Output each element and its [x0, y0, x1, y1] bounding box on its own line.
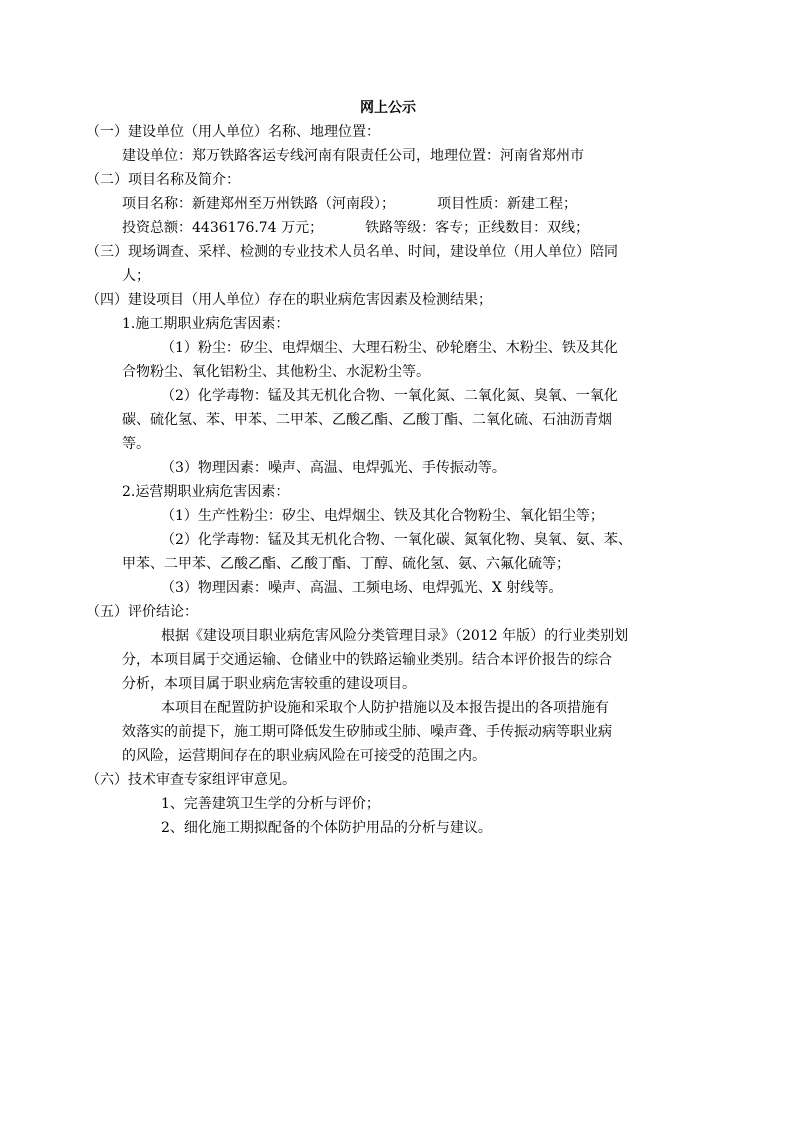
- construction-chemicals-a: （2）化学毒物：锰及其无机化合物、一氧化氮、二氧化氮、臭氧、一氧化: [161, 388, 618, 404]
- operation-chemicals-a: （2）化学毒物：锰及其无机化合物、一氧化碳、氮氧化物、臭氧、氨、苯、: [161, 532, 632, 548]
- construction-physical: （3）物理因素：噪声、高温、电焊弧光、手传振动等。: [161, 460, 506, 476]
- conclusion-p1-a: 根据《建设项目职业病危害风险分类管理目录》（2012 年版）的行业类别划: [161, 628, 629, 644]
- section-3-heading: （三）现场调查、采样、检测的专业技术人员名单、时间，建设单位（用人单位）陪同: [86, 244, 618, 260]
- conclusion-p2-c: 的风险，运营期间存在的职业病风险在可接受的范围之内。: [122, 748, 486, 764]
- construction-chemicals-c: 等。: [122, 436, 150, 452]
- operation-physical: （3）物理因素：噪声、高温、工频电场、电焊弧光、X 射线等。: [161, 580, 563, 596]
- project-name: 项目名称：新建郑州至万州铁路（河南段）；: [122, 196, 395, 212]
- project-nature: 项目性质：新建工程；: [437, 196, 577, 212]
- project-name-line: [86, 194, 700, 214]
- operation-hazards-title: 2.运营期职业病危害因素：: [122, 484, 290, 500]
- section-3-heading-cont: 人；: [122, 268, 150, 284]
- conclusion-p2-b: 效落实的前提下，施工期可降低发生矽肺或尘肺、噪声聋、手传振动病等职业病: [122, 724, 612, 740]
- section-5-heading: （五）评价结论：: [86, 604, 198, 620]
- railway-grade: 铁路等级：客专；正线数目：双线；: [365, 220, 590, 236]
- review-item-1: 1、完善建筑卫生学的分析与评价；: [161, 796, 380, 812]
- construction-dust-b: 合物粉尘、氧化铝粉尘、其他粉尘、水泥粉尘等。: [122, 364, 430, 380]
- construction-dust-a: （1）粉尘：矽尘、电焊烟尘、大理石粉尘、砂轮磨尘、木粉尘、铁及其化: [161, 340, 618, 356]
- conclusion-p1-b: 分，本项目属于交通运输、仓储业中的铁路运输业类别。结合本评价报告的综合: [122, 652, 612, 668]
- operation-dust: （1）生产性粉尘：矽尘、电焊烟尘、铁及其化合物粉尘、氧化铝尘等；: [161, 508, 604, 524]
- section-4-heading: （四）建设项目（用人单位）存在的职业病危害因素及检测结果；: [86, 292, 492, 308]
- operation-chemicals-b: 甲苯、二甲苯、乙酸乙酯、乙酸丁酯、丁醇、硫化氢、氨、六氟化硫等；: [122, 556, 570, 572]
- section-1-heading: （一）建设单位（用人单位）名称、地理位置：: [86, 124, 380, 140]
- conclusion-p1-c: 分析，本项目属于职业病危害较重的建设项目。: [122, 676, 416, 692]
- section-1-content: 建设单位：郑万铁路客运专线河南有限责任公司，地理位置：河南省郑州市: [122, 148, 584, 164]
- project-investment-line: [86, 218, 700, 238]
- project-investment: 投资总额：4436176.74 万元；: [122, 220, 324, 236]
- section-2-heading: （二）项目名称及简介：: [86, 172, 240, 188]
- document-title: 网上公示: [360, 100, 416, 116]
- conclusion-p2-a: 本项目在配置防护设施和采取个人防护措施以及本报告提出的各项措施有: [161, 700, 609, 716]
- construction-hazards-title: 1.施工期职业病危害因素：: [122, 316, 290, 332]
- construction-chemicals-b: 碳、硫化氢、苯、甲苯、二甲苯、乙酸乙酯、乙酸丁酯、二氧化硫、石油沥青烟: [122, 412, 612, 428]
- section-6-heading: （六）技术审查专家组评审意见。: [86, 772, 296, 788]
- review-item-2: 2、细化施工期拟配备的个体防护用品的分析与建议。: [161, 820, 492, 836]
